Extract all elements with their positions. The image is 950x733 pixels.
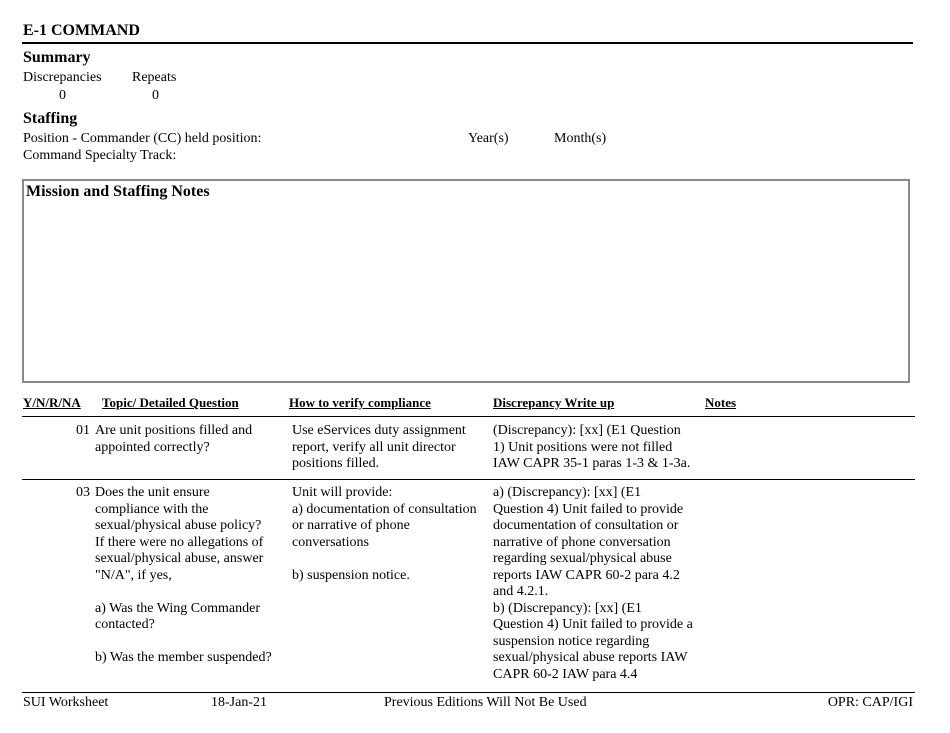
years-label: Year(s) — [468, 131, 509, 146]
question-number: 03 — [76, 485, 90, 500]
summary-heading: Summary — [23, 49, 91, 66]
title-divider — [22, 42, 913, 44]
header-writeup: Discrepancy Write up — [493, 395, 615, 410]
footer-notice: Previous Editions Will Not Be Used — [384, 695, 587, 710]
position-label: Position - Commander (CC) held position: — [23, 131, 262, 146]
verify-compliance: Use eServices duty assignment report, verify all unit director positions filled. — [292, 423, 466, 471]
mission-staffing-notes-box[interactable] — [22, 179, 910, 383]
months-label: Month(s) — [554, 131, 607, 146]
footer-date: 18-Jan-21 — [211, 695, 267, 710]
discrepancies-label: Discrepancies — [23, 70, 102, 85]
footer-opr: OPR: CAP/IGI — [827, 695, 913, 710]
footer-rule — [22, 692, 915, 693]
staffing-heading: Staffing — [23, 110, 78, 127]
header-rule — [22, 416, 915, 417]
header-ynrna: Y/N/R/NA — [23, 395, 81, 410]
repeats-label: Repeats — [132, 70, 177, 85]
question-number: 01 — [76, 423, 90, 438]
question-topic: Does the unit ensure compliance with the sexual/physical abuse policy? If there were no allegations of sexual/physical abuse, answer "N/A", if yes, a) Was the Wing Commander contacted? b) Was the member suspended? — [95, 485, 272, 665]
row-divider — [22, 479, 915, 480]
discrepancy-writeup: (Discrepancy): [xx] (E1 Question 1) Unit positions were not filled IAW CAPR 35-1 paras 1-3 & 1-3a. — [493, 423, 691, 471]
header-notes: Notes — [705, 395, 737, 410]
header-topic: Topic/ Detailed Question — [102, 395, 239, 410]
footer-worksheet: SUI Worksheet — [23, 695, 109, 710]
command-track-label: Command Specialty Track: — [23, 148, 177, 163]
page-title: E-1 COMMAND — [23, 22, 140, 39]
question-topic: Are unit positions filled and appointed correctly? — [95, 423, 253, 455]
repeats-value: 0 — [152, 88, 159, 103]
header-verify: How to verify compliance — [289, 395, 431, 410]
notes-box-title: Mission and Staffing Notes — [26, 183, 210, 200]
verify-compliance: Unit will provide: a) documentation of consultation or narrative of phone conversations b) suspension notice. — [292, 485, 477, 583]
discrepancy-writeup: a) (Discrepancy): [xx] (E1 Question 4) Unit failed to provide documentation of consultation or narrative of phone conversation regarding sexual/physical abuse reports IAW CAPR 60-2 para 4.2 and 4.2.1. b) (Discrepancy): [xx] (E1 Question 4) Unit failed to provide a suspension notice regarding sexual/physical abuse reports IAW CAPR 60-2 IAW para 4.4 — [493, 485, 693, 682]
discrepancies-value: 0 — [59, 88, 66, 103]
